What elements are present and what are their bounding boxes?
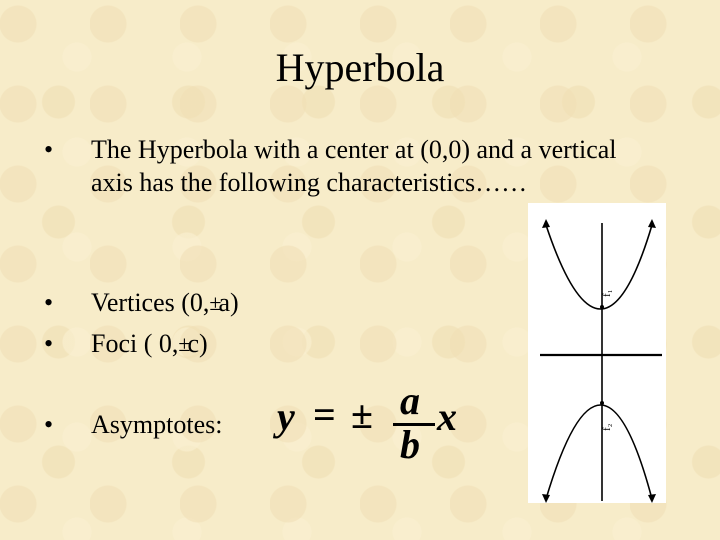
bullet-intro: • — [44, 135, 54, 164]
formula-denominator: b — [400, 422, 420, 467]
lower-vertex-point — [600, 401, 604, 405]
formula-x: x — [437, 394, 457, 439]
hyperbola-graph-svg — [528, 203, 666, 503]
lower-left-arrow-icon — [542, 494, 550, 503]
foci-prefix: Foci ( 0, — [91, 329, 179, 358]
upper-left-arrow-icon — [542, 219, 550, 228]
lower-focus-label: f₂ — [601, 423, 613, 431]
plus-minus-symbol: ± — [178, 331, 188, 356]
bullet-asymptotes: • — [44, 410, 54, 439]
foci-text — [91, 327, 208, 361]
asymptotes-label: Asymptotes: — [91, 410, 223, 439]
bullet-vertices: • — [44, 288, 54, 317]
formula-equals: = — [313, 392, 336, 437]
upper-right-arrow-icon — [648, 219, 656, 228]
upper-focus-label: f₁ — [601, 289, 613, 297]
slide-title: Hyperbola — [275, 45, 445, 90]
intro-line-1: The Hyperbola with a center at (0,0) and a vertical — [91, 135, 617, 164]
upper-branch — [546, 225, 652, 309]
vertices-prefix: Vertices (0, — [91, 288, 210, 317]
bullet-foci: • — [44, 329, 54, 358]
formula-numerator: a — [400, 378, 420, 423]
lower-right-arrow-icon — [648, 494, 656, 503]
lower-branch — [546, 405, 652, 499]
foci-suffix: c) — [187, 329, 208, 358]
intro-line-2: axis has the following characteristics…… — [91, 168, 528, 197]
plus-minus-symbol: ± — [209, 290, 219, 315]
formula-y: y — [277, 394, 295, 439]
formula-plus-minus: ± — [351, 392, 373, 437]
vertices-suffix: a) — [218, 288, 239, 317]
vertices-text — [91, 286, 239, 320]
asymptote-formula — [275, 378, 475, 467]
upper-vertex-point — [600, 305, 604, 309]
hyperbola-graph — [528, 203, 666, 503]
